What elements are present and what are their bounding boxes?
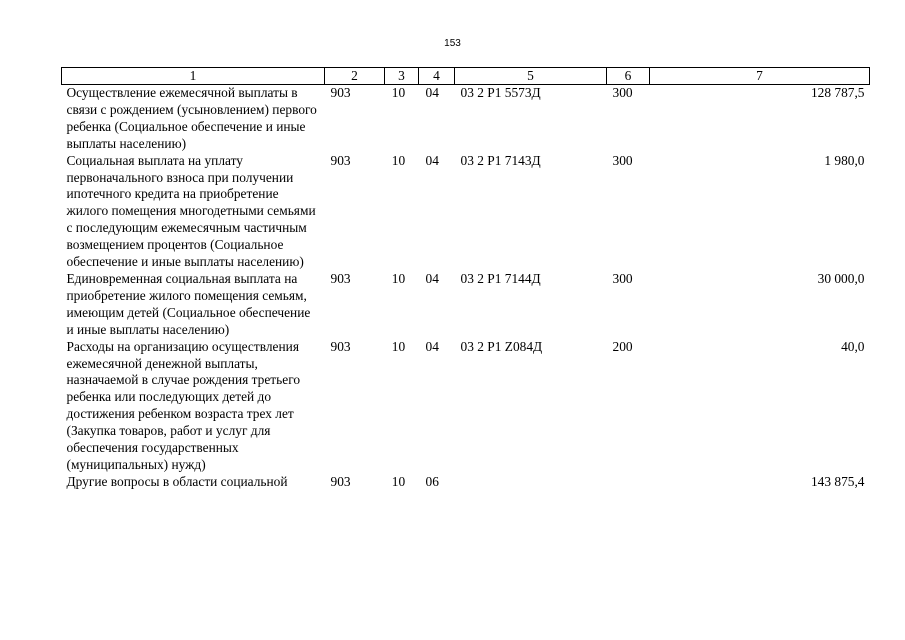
budget-table xyxy=(61,67,870,491)
row-col-4: 04 xyxy=(425,152,439,168)
row-col-5: 03 2 P1 Z084Д xyxy=(460,338,543,354)
table-body xyxy=(62,85,870,491)
row-col-2: 903 xyxy=(330,152,351,168)
table-header xyxy=(62,68,870,85)
row-col-4: 04 xyxy=(425,338,439,354)
header-col-6: 6 xyxy=(607,68,650,85)
header-col-7: 7 xyxy=(650,68,870,85)
table-row xyxy=(62,339,870,474)
row-col-5: 03 2 P1 5573Д xyxy=(460,85,541,100)
page-number: 153 xyxy=(444,38,461,49)
row-col-3: 10 xyxy=(391,85,406,100)
row-col-3: 10 xyxy=(391,152,406,168)
row-col-7: 1 980,0 xyxy=(824,152,865,168)
header-row xyxy=(62,68,870,85)
row-col-3: 10 xyxy=(391,473,406,489)
row-col-3: 10 xyxy=(391,338,406,354)
header-col-3: 3 xyxy=(385,68,419,85)
header-col-1: 1 xyxy=(62,68,325,85)
row-col-4: 04 xyxy=(425,85,439,100)
row-col-2: 903 xyxy=(330,270,351,286)
row-col-7: 30 000,0 xyxy=(817,270,865,286)
row-name: Расходы на организацию осуществления ежемесячной денежной выплаты, назначаемой в случае рождения третьего ребенка или последующих детей до достижения ребенком возраста трех лет (Закупка товаров, работ и услуг для обеспечения государственных (муниципальных) нужд) xyxy=(66,338,301,472)
row-col-6 xyxy=(607,474,650,491)
row-col-3: 10 xyxy=(391,270,406,286)
table-row xyxy=(62,85,870,153)
table-row xyxy=(62,271,870,339)
row-col-7: 40,0 xyxy=(841,338,865,354)
row-col-6: 300 xyxy=(612,85,633,100)
row-col-6: 300 xyxy=(612,152,633,168)
row-col-5: 03 2 P1 7143Д xyxy=(460,152,541,168)
row-name: Единовременная социальная выплата на приобретение жилого помещения семьям, имеющим детей (Социальное обеспечение и иные выплаты населению) xyxy=(66,270,311,337)
row-name: Осуществление ежемесячной выплаты в связи с рождением (усыновлением) первого ребенка (Социальное обеспечение и иные выплаты населению) xyxy=(66,85,317,151)
row-col-2: 903 xyxy=(330,473,351,489)
table-row xyxy=(62,153,870,271)
row-col-5 xyxy=(455,474,607,491)
header-col-5: 5 xyxy=(455,68,607,85)
row-col-6: 200 xyxy=(612,338,633,354)
row-col-6: 300 xyxy=(612,270,633,286)
header-col-2: 2 xyxy=(325,68,385,85)
row-col-7: 128 787,5 xyxy=(810,85,865,100)
row-col-2: 903 xyxy=(330,338,351,354)
row-col-4: 04 xyxy=(425,270,439,286)
row-name: Социальная выплата на уплату первоначального взноса при получении ипотечного кредита на приобретение жилого помещения многодетными семьями с последующим ежемесячным частичным возмещением процентов (Социальное обеспечение и иные выплаты населению) xyxy=(66,152,316,270)
row-col-2: 903 xyxy=(330,85,351,100)
row-col-7: 143 875,4 xyxy=(810,473,865,489)
row-col-4: 06 xyxy=(425,473,439,489)
table-row xyxy=(62,474,870,491)
header-col-4: 4 xyxy=(419,68,455,85)
row-name: Другие вопросы в области социальной xyxy=(66,473,288,489)
row-col-5: 03 2 P1 7144Д xyxy=(460,270,541,286)
